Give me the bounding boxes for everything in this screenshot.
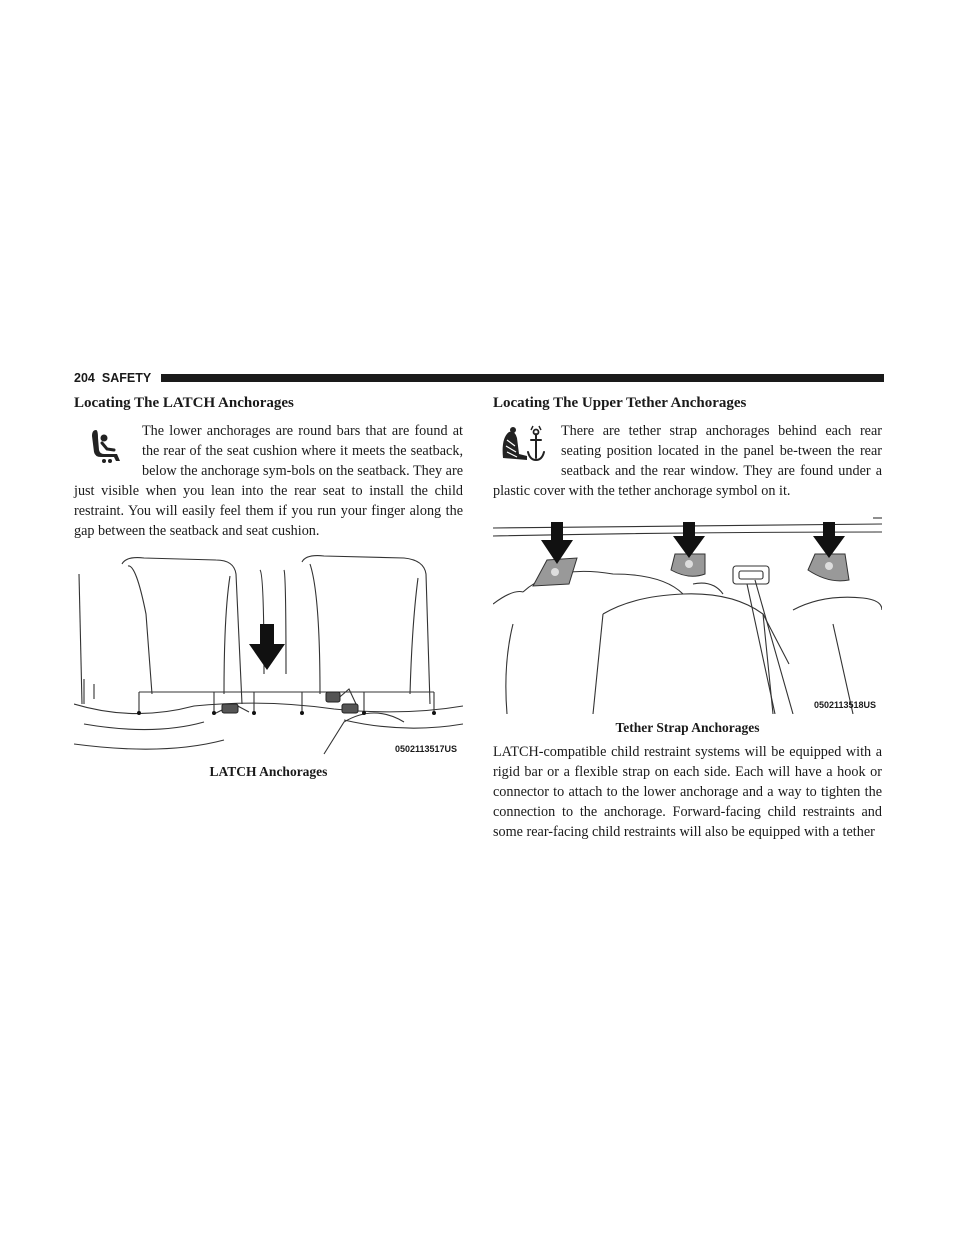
latch-heading: Locating The LATCH Anchorages bbox=[74, 395, 294, 411]
left-column bbox=[74, 394, 463, 780]
latch-intro bbox=[74, 421, 463, 541]
tether-caption: Tether Strap Anchorages bbox=[615, 720, 760, 735]
tether-paragraph: There are tether strap anchorages behind each rear seating position located in the panel be-tween the rear seatback and the rear window. They are found under a plastic cover with the tether anchorage symbol on it. bbox=[493, 423, 882, 499]
latch-figure bbox=[74, 554, 463, 758]
tether-illustration bbox=[493, 514, 882, 714]
latch-paragraph: The lower anchorages are round bars that are found at the rear of the seat cushion where it meets the seatback, below the anchorage sym-bols on the seatback. They are just visible when you lean into the rear seat to install the child restraint. You will easily feel them if you run your finger along the gap between the seatback and seat cushion. bbox=[74, 423, 463, 539]
tether-intro bbox=[493, 421, 882, 501]
page-header bbox=[74, 369, 884, 387]
tether-heading: Locating The Upper Tether Anchorages bbox=[493, 395, 747, 411]
section-title: SAFETY bbox=[101, 371, 152, 385]
tether-figure-code: 0502113518US bbox=[813, 700, 876, 710]
latch-compatible-paragraph: LATCH-compatible child restraint systems will be equipped with a rigid bar or a flexible strap on each side. Each will have a hook or connector to attach to the lower anchorage and a way to tighten the connection to the anchorage. Forward-facing child restraints and some rear-facing child restraints will also be equipped with a tether bbox=[493, 744, 882, 840]
latch-figure-code: 0502113517US bbox=[394, 744, 457, 754]
child-seat-latch-symbol-icon bbox=[74, 424, 130, 466]
latch-caption: LATCH Anchorages bbox=[209, 764, 328, 779]
header-rule bbox=[161, 374, 884, 382]
latch-illustration bbox=[74, 554, 463, 758]
tether-anchor-symbol-icon bbox=[493, 424, 549, 466]
tether-figure bbox=[493, 514, 882, 714]
right-column bbox=[493, 394, 882, 842]
page-number: 204 bbox=[74, 371, 95, 385]
